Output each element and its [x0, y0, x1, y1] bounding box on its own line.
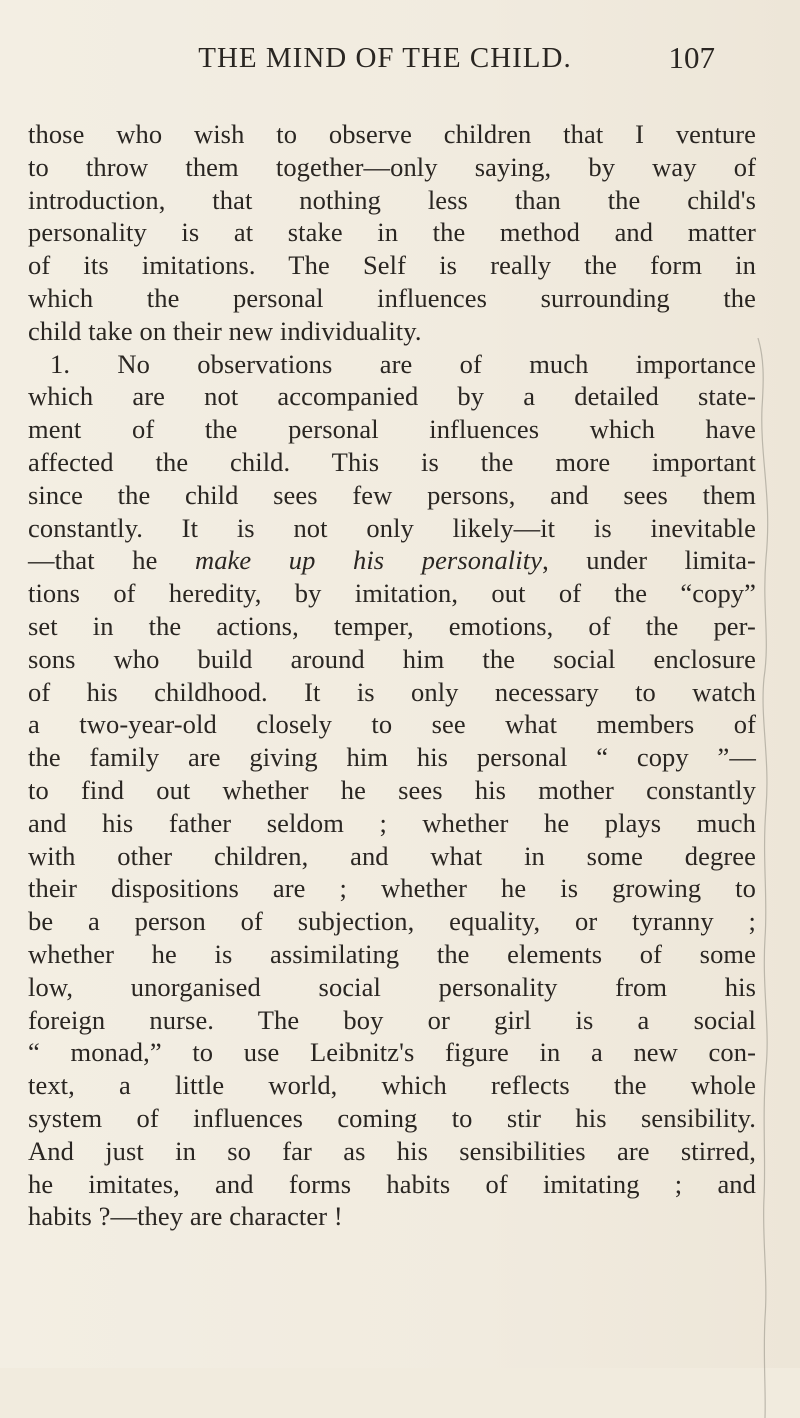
text-line: personality is at stake in the method and matter	[28, 217, 756, 248]
text-line: tions of heredity, by imitation, out of the “copy”	[28, 578, 756, 609]
text-line: of his childhood. It is only necessary to watch	[28, 676, 756, 707]
text-line: the family are giving him his personal “ copy ”—	[28, 742, 756, 773]
text-line: sons who build around him the social enclosure	[28, 643, 756, 674]
text-line: and his father seldom ; whether he plays much	[28, 807, 756, 838]
text-line: he imitates, and forms habits of imitating ; and	[28, 1168, 756, 1199]
text-line: to find out whether he sees his mother constantly	[28, 774, 756, 805]
text-line: those who wish to observe children that I venture	[28, 119, 756, 149]
text-line: set in the actions, temper, emotions, of the per-	[28, 610, 756, 641]
text-line: to throw them together—only saying, by way of	[28, 151, 756, 182]
text-line: ment of the personal influences which have	[28, 414, 756, 445]
text-line: since the child sees few persons, and sees them	[28, 479, 756, 510]
text-line: “ monad,” to use Leibnitz's figure in a new con-	[28, 1037, 756, 1068]
page-number: 107	[668, 40, 715, 75]
text-line: affected the child. This is the more important	[28, 446, 756, 477]
text-line: foreign nurse. The boy or girl is a social	[28, 1004, 756, 1035]
text-line: constantly. It is not only likely—it is inevitable	[28, 512, 756, 543]
text-line: of its imitations. The Self is really the form in	[28, 250, 756, 281]
text-line: their dispositions are ; whether he is growing to	[28, 873, 756, 904]
text-line-with-italic	[28, 544, 756, 577]
text-line: child take on their new individuality.	[28, 315, 422, 346]
running-head	[145, 42, 715, 82]
text-line: which the personal influences surrounding the	[28, 282, 756, 313]
text-line: And just in so far as his sensibilities are stirred,	[28, 1135, 756, 1166]
line-segment: —that he	[28, 545, 195, 576]
italic-phrase: make up his personality	[194, 545, 543, 576]
line-segment: , under limita-	[542, 545, 756, 576]
text-line: system of influences coming to stir his sensibility.	[28, 1102, 756, 1133]
text-line: be a person of subjection, equality, or tyranny ;	[28, 906, 756, 937]
text-line: 1. No observations are of much importance	[50, 348, 756, 379]
text-line: habits ?—they are character !	[28, 1201, 343, 1232]
text-line: introduction, that nothing less than the child's	[28, 184, 756, 215]
text-line: low, unorganised social personality from his	[28, 971, 756, 1002]
pencil-margin-line	[756, 338, 786, 1418]
text-line: which are not accompanied by a detailed state-	[28, 381, 756, 412]
text-line: a two-year-old closely to see what members of	[28, 709, 756, 740]
text-line: whether he is assimilating the elements of some	[28, 938, 756, 969]
text-line: text, a little world, which reflects the whole	[28, 1070, 756, 1101]
text-line: with other children, and what in some degree	[28, 840, 756, 871]
body-text	[28, 118, 756, 1233]
running-title: THE MIND OF THE CHILD.	[198, 42, 572, 74]
